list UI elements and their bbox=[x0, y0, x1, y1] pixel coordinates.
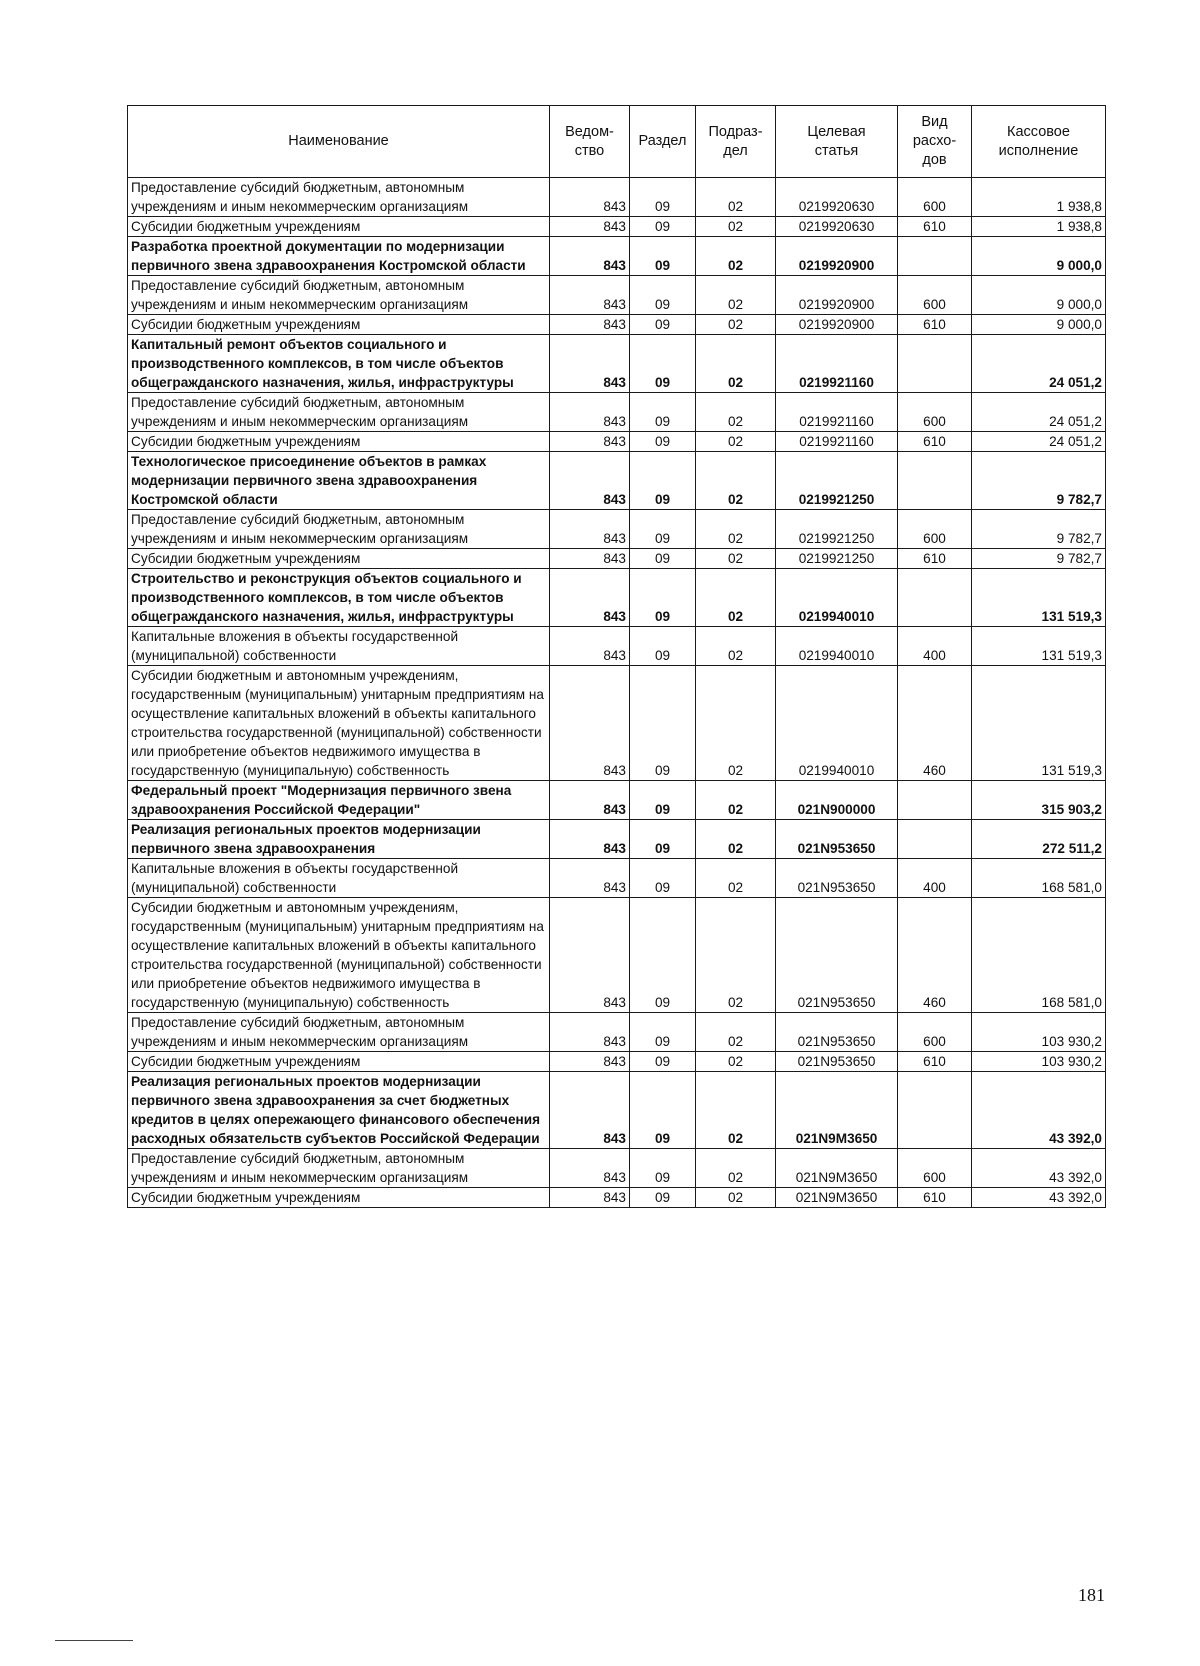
table-header-row bbox=[128, 106, 1106, 178]
cell-expense-type: 460 bbox=[898, 898, 972, 1013]
cell-target-article: 0219921250 bbox=[776, 452, 898, 510]
cell-cash-execution: 43 392,0 bbox=[972, 1188, 1106, 1208]
cell-target-article: 0219940010 bbox=[776, 666, 898, 781]
table-row bbox=[128, 781, 1106, 820]
cell-subsection: 02 bbox=[696, 549, 776, 569]
cell-subsection: 02 bbox=[696, 276, 776, 315]
cell-name: Капитальные вложения в объекты государственной (муниципальной) собственности bbox=[128, 627, 550, 666]
cell-section: 09 bbox=[630, 432, 696, 452]
header-expense-type: Вид расхо- дов bbox=[898, 106, 972, 178]
cell-target-article: 021N953650 bbox=[776, 1052, 898, 1072]
cell-section: 09 bbox=[630, 1188, 696, 1208]
cell-expense-type: 610 bbox=[898, 1188, 972, 1208]
cell-cash-execution: 1 938,8 bbox=[972, 178, 1106, 217]
cell-expense-type: 610 bbox=[898, 1052, 972, 1072]
cell-subsection: 02 bbox=[696, 510, 776, 549]
cell-cash-execution: 24 051,2 bbox=[972, 393, 1106, 432]
cell-name: Технологическое присоединение объектов в рамках модернизации первичного звена здравоохранения Костромской области bbox=[128, 452, 550, 510]
cell-cash-execution: 131 519,3 bbox=[972, 666, 1106, 781]
cell-section: 09 bbox=[630, 898, 696, 1013]
cell-expense-type: 610 bbox=[898, 217, 972, 237]
cell-expense-type bbox=[898, 335, 972, 393]
cell-expense-type: 400 bbox=[898, 859, 972, 898]
cell-expense-type bbox=[898, 781, 972, 820]
table-row bbox=[128, 510, 1106, 549]
cell-section: 09 bbox=[630, 549, 696, 569]
cell-name: Реализация региональных проектов модернизации первичного звена здравоохранения за счет бюджетных кредитов в целях опережающего финансового обеспечения расходных обязательств субъектов Российской Федерации bbox=[128, 1072, 550, 1149]
table-row bbox=[128, 666, 1106, 781]
cell-target-article: 0219921250 bbox=[776, 549, 898, 569]
cell-subsection: 02 bbox=[696, 237, 776, 276]
cell-cash-execution: 168 581,0 bbox=[972, 898, 1106, 1013]
cell-name: Реализация региональных проектов модернизации первичного звена здравоохранения bbox=[128, 820, 550, 859]
cell-section: 09 bbox=[630, 569, 696, 627]
cell-section: 09 bbox=[630, 820, 696, 859]
cell-department: 843 bbox=[550, 666, 630, 781]
cell-department: 843 bbox=[550, 178, 630, 217]
cell-cash-execution: 43 392,0 bbox=[972, 1072, 1106, 1149]
cell-department: 843 bbox=[550, 1188, 630, 1208]
cell-section: 09 bbox=[630, 781, 696, 820]
cell-name: Строительство и реконструкция объектов социального и производственного комплексов, в том числе объектов общегражданского назначения, жилья, инфраструктуры bbox=[128, 569, 550, 627]
budget-table bbox=[127, 105, 1106, 1208]
header-target-article: Целевая статья bbox=[776, 106, 898, 178]
header-section: Раздел bbox=[630, 106, 696, 178]
cell-cash-execution: 168 581,0 bbox=[972, 859, 1106, 898]
cell-subsection: 02 bbox=[696, 898, 776, 1013]
cell-department: 843 bbox=[550, 510, 630, 549]
cell-cash-execution: 43 392,0 bbox=[972, 1149, 1106, 1188]
cell-target-article: 0219940010 bbox=[776, 569, 898, 627]
cell-expense-type: 600 bbox=[898, 276, 972, 315]
cell-department: 843 bbox=[550, 898, 630, 1013]
cell-department: 843 bbox=[550, 335, 630, 393]
cell-name: Субсидии бюджетным учреждениям bbox=[128, 549, 550, 569]
cell-subsection: 02 bbox=[696, 627, 776, 666]
cell-name: Субсидии бюджетным учреждениям bbox=[128, 315, 550, 335]
cell-department: 843 bbox=[550, 820, 630, 859]
cell-name: Предоставление субсидий бюджетным, автономным учреждениям и иным некоммерческим организациям bbox=[128, 510, 550, 549]
cell-department: 843 bbox=[550, 549, 630, 569]
cell-expense-type: 600 bbox=[898, 178, 972, 217]
cell-expense-type bbox=[898, 452, 972, 510]
cell-expense-type: 600 bbox=[898, 1149, 972, 1188]
cell-target-article: 0219940010 bbox=[776, 627, 898, 666]
cell-department: 843 bbox=[550, 569, 630, 627]
cell-subsection: 02 bbox=[696, 1052, 776, 1072]
cell-cash-execution: 24 051,2 bbox=[972, 335, 1106, 393]
table-row bbox=[128, 178, 1106, 217]
cell-cash-execution: 272 511,2 bbox=[972, 820, 1106, 859]
page-number: 181 bbox=[1078, 1585, 1105, 1605]
cell-cash-execution: 9 782,7 bbox=[972, 510, 1106, 549]
cell-name: Предоставление субсидий бюджетным, автономным учреждениям и иным некоммерческим организациям bbox=[128, 1149, 550, 1188]
cell-section: 09 bbox=[630, 1052, 696, 1072]
cell-cash-execution: 9 000,0 bbox=[972, 315, 1106, 335]
cell-section: 09 bbox=[630, 510, 696, 549]
cell-target-article: 0219921160 bbox=[776, 432, 898, 452]
cell-department: 843 bbox=[550, 781, 630, 820]
cell-subsection: 02 bbox=[696, 666, 776, 781]
cell-name: Субсидии бюджетным и автономным учреждениям, государственным (муниципальным) унитарным предприятиям на осуществление капитальных вложений в объекты капитального строительства государственной (муниципальной) собственности или приобретение объектов недвижимого имущества в государственную (муниципальную) собственность bbox=[128, 898, 550, 1013]
cell-section: 09 bbox=[630, 217, 696, 237]
cell-expense-type bbox=[898, 1072, 972, 1149]
cell-section: 09 bbox=[630, 315, 696, 335]
cell-target-article: 0219920900 bbox=[776, 237, 898, 276]
cell-department: 843 bbox=[550, 217, 630, 237]
cell-expense-type: 600 bbox=[898, 510, 972, 549]
table-row bbox=[128, 393, 1106, 432]
cell-target-article: 021N953650 bbox=[776, 820, 898, 859]
cell-department: 843 bbox=[550, 237, 630, 276]
cell-target-article: 021N953650 bbox=[776, 859, 898, 898]
cell-section: 09 bbox=[630, 627, 696, 666]
cell-name: Субсидии бюджетным учреждениям bbox=[128, 1052, 550, 1072]
table-row bbox=[128, 859, 1106, 898]
cell-subsection: 02 bbox=[696, 1188, 776, 1208]
cell-target-article: 0219920900 bbox=[776, 276, 898, 315]
cell-subsection: 02 bbox=[696, 432, 776, 452]
cell-target-article: 0219921250 bbox=[776, 510, 898, 549]
cell-subsection: 02 bbox=[696, 217, 776, 237]
table-row bbox=[128, 432, 1106, 452]
cell-name: Субсидии бюджетным учреждениям bbox=[128, 432, 550, 452]
cell-subsection: 02 bbox=[696, 452, 776, 510]
cell-expense-type: 610 bbox=[898, 432, 972, 452]
cell-section: 09 bbox=[630, 1013, 696, 1052]
footnote-rule bbox=[55, 1640, 133, 1641]
cell-name: Предоставление субсидий бюджетным, автономным учреждениям и иным некоммерческим организациям bbox=[128, 393, 550, 432]
cell-department: 843 bbox=[550, 1013, 630, 1052]
cell-subsection: 02 bbox=[696, 569, 776, 627]
cell-target-article: 021N9M3650 bbox=[776, 1149, 898, 1188]
table-row bbox=[128, 569, 1106, 627]
cell-cash-execution: 1 938,8 bbox=[972, 217, 1106, 237]
cell-section: 09 bbox=[630, 859, 696, 898]
cell-expense-type bbox=[898, 569, 972, 627]
table-row bbox=[128, 1052, 1106, 1072]
table-row bbox=[128, 898, 1106, 1013]
cell-subsection: 02 bbox=[696, 393, 776, 432]
cell-section: 09 bbox=[630, 276, 696, 315]
cell-department: 843 bbox=[550, 276, 630, 315]
cell-cash-execution: 9 782,7 bbox=[972, 452, 1106, 510]
cell-section: 09 bbox=[630, 237, 696, 276]
cell-section: 09 bbox=[630, 1149, 696, 1188]
cell-cash-execution: 131 519,3 bbox=[972, 569, 1106, 627]
cell-name: Предоставление субсидий бюджетным, автономным учреждениям и иным некоммерческим организациям bbox=[128, 276, 550, 315]
header-subsection: Подраз- дел bbox=[696, 106, 776, 178]
cell-department: 843 bbox=[550, 315, 630, 335]
cell-section: 09 bbox=[630, 335, 696, 393]
table-row bbox=[128, 820, 1106, 859]
cell-expense-type: 610 bbox=[898, 549, 972, 569]
cell-subsection: 02 bbox=[696, 1072, 776, 1149]
cell-expense-type: 460 bbox=[898, 666, 972, 781]
cell-department: 843 bbox=[550, 859, 630, 898]
cell-subsection: 02 bbox=[696, 178, 776, 217]
table-row bbox=[128, 1188, 1106, 1208]
cell-subsection: 02 bbox=[696, 1149, 776, 1188]
cell-expense-type bbox=[898, 820, 972, 859]
cell-department: 843 bbox=[550, 432, 630, 452]
cell-target-article: 0219921160 bbox=[776, 335, 898, 393]
table-row bbox=[128, 1013, 1106, 1052]
table-row bbox=[128, 627, 1106, 666]
cell-cash-execution: 9 000,0 bbox=[972, 237, 1106, 276]
cell-department: 843 bbox=[550, 627, 630, 666]
cell-cash-execution: 9 000,0 bbox=[972, 276, 1106, 315]
table-row bbox=[128, 276, 1106, 315]
cell-target-article: 0219920630 bbox=[776, 178, 898, 217]
cell-section: 09 bbox=[630, 666, 696, 781]
cell-target-article: 021N953650 bbox=[776, 1013, 898, 1052]
cell-expense-type: 610 bbox=[898, 315, 972, 335]
cell-name: Федеральный проект "Модернизация первичного звена здравоохранения Российской Федерации" bbox=[128, 781, 550, 820]
cell-target-article: 021N953650 bbox=[776, 898, 898, 1013]
cell-department: 843 bbox=[550, 1052, 630, 1072]
cell-expense-type: 600 bbox=[898, 393, 972, 432]
cell-target-article: 021N9M3650 bbox=[776, 1188, 898, 1208]
cell-target-article: 021N900000 bbox=[776, 781, 898, 820]
cell-section: 09 bbox=[630, 393, 696, 432]
cell-department: 843 bbox=[550, 452, 630, 510]
cell-name: Разработка проектной документации по модернизации первичного звена здравоохранения Костромской области bbox=[128, 237, 550, 276]
cell-cash-execution: 131 519,3 bbox=[972, 627, 1106, 666]
cell-name: Субсидии бюджетным учреждениям bbox=[128, 217, 550, 237]
cell-department: 843 bbox=[550, 1072, 630, 1149]
cell-target-article: 0219921160 bbox=[776, 393, 898, 432]
cell-subsection: 02 bbox=[696, 315, 776, 335]
cell-section: 09 bbox=[630, 178, 696, 217]
cell-cash-execution: 103 930,2 bbox=[972, 1052, 1106, 1072]
cell-department: 843 bbox=[550, 1149, 630, 1188]
cell-name: Капитальный ремонт объектов социального и производственного комплексов, в том числе объектов общегражданского назначения, жилья, инфраструктуры bbox=[128, 335, 550, 393]
header-department: Ведом- ство bbox=[550, 106, 630, 178]
cell-subsection: 02 bbox=[696, 820, 776, 859]
cell-cash-execution: 315 903,2 bbox=[972, 781, 1106, 820]
table-row bbox=[128, 237, 1106, 276]
cell-target-article: 0219920630 bbox=[776, 217, 898, 237]
cell-target-article: 021N9M3650 bbox=[776, 1072, 898, 1149]
cell-subsection: 02 bbox=[696, 859, 776, 898]
cell-section: 09 bbox=[630, 1072, 696, 1149]
cell-name: Субсидии бюджетным и автономным учреждениям, государственным (муниципальным) унитарным предприятиям на осуществление капитальных вложений в объекты капитального строительства государственной (муниципальной) собственности или приобретение объектов недвижимого имущества в государственную (муниципальную) собственность bbox=[128, 666, 550, 781]
cell-expense-type: 400 bbox=[898, 627, 972, 666]
header-cash-execution: Кассовое исполнение bbox=[972, 106, 1106, 178]
table-row bbox=[128, 335, 1106, 393]
table-row bbox=[128, 452, 1106, 510]
table-row bbox=[128, 315, 1106, 335]
cell-subsection: 02 bbox=[696, 781, 776, 820]
cell-section: 09 bbox=[630, 452, 696, 510]
table-row bbox=[128, 549, 1106, 569]
cell-cash-execution: 9 782,7 bbox=[972, 549, 1106, 569]
cell-name: Субсидии бюджетным учреждениям bbox=[128, 1188, 550, 1208]
table-row bbox=[128, 1149, 1106, 1188]
cell-expense-type bbox=[898, 237, 972, 276]
cell-department: 843 bbox=[550, 393, 630, 432]
cell-expense-type: 600 bbox=[898, 1013, 972, 1052]
cell-name: Предоставление субсидий бюджетным, автономным учреждениям и иным некоммерческим организациям bbox=[128, 178, 550, 217]
table-row bbox=[128, 1072, 1106, 1149]
cell-target-article: 0219920900 bbox=[776, 315, 898, 335]
table-body bbox=[128, 178, 1106, 1208]
table-row bbox=[128, 217, 1106, 237]
cell-cash-execution: 24 051,2 bbox=[972, 432, 1106, 452]
cell-subsection: 02 bbox=[696, 1013, 776, 1052]
cell-name: Предоставление субсидий бюджетным, автономным учреждениям и иным некоммерческим организациям bbox=[128, 1013, 550, 1052]
cell-cash-execution: 103 930,2 bbox=[972, 1013, 1106, 1052]
cell-name: Капитальные вложения в объекты государственной (муниципальной) собственности bbox=[128, 859, 550, 898]
header-name: Наименование bbox=[128, 106, 550, 178]
cell-subsection: 02 bbox=[696, 335, 776, 393]
